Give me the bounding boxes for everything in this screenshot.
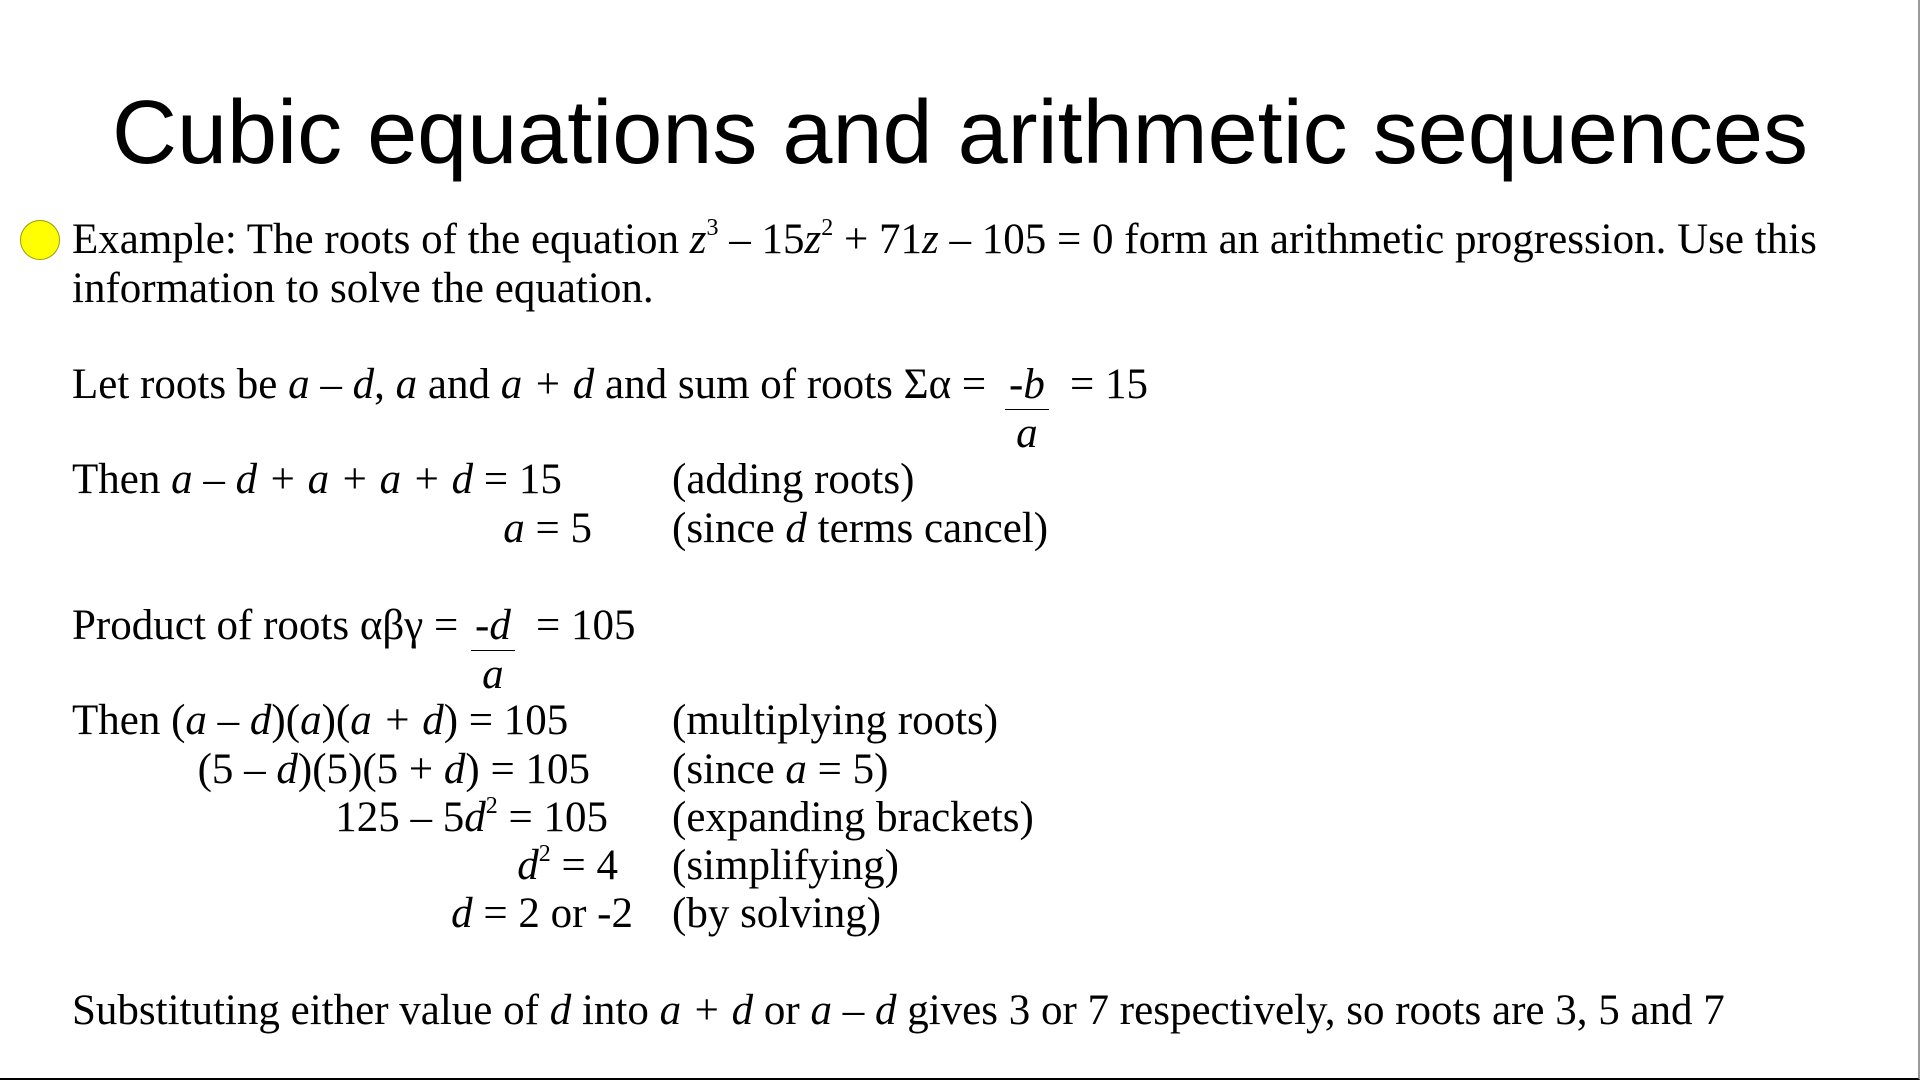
product-step-4 [300, 842, 618, 890]
sum-equals: = 15 [1070, 361, 1149, 408]
text: Let roots be [72, 361, 289, 408]
var: d [443, 746, 466, 793]
text: ) = 105 [443, 697, 569, 744]
text: )( [271, 697, 301, 744]
text: , [374, 361, 396, 408]
intro-text: + 71 [833, 216, 923, 263]
var: a + d [500, 361, 595, 408]
laser-pointer-icon [20, 220, 60, 260]
text: 125 – 5 [335, 794, 465, 841]
product-fraction [471, 602, 515, 699]
sum-step-1-note: (adding roots) [672, 456, 915, 503]
var: a [785, 746, 807, 793]
fraction-denominator: a [1016, 410, 1038, 457]
var: a – d + a + a + d [171, 456, 474, 503]
text: = 4 [550, 842, 618, 889]
intro-text: – 15 [718, 216, 805, 263]
text: (since [672, 505, 786, 552]
sum-fraction [1005, 361, 1049, 458]
fraction-numerator: -b [1005, 361, 1049, 410]
product-step-1 [72, 697, 568, 745]
sum-line [72, 361, 986, 409]
var: d [785, 505, 807, 552]
var: a – d [810, 987, 897, 1034]
text: terms cancel) [806, 505, 1049, 552]
text: )(5)(5 + [297, 746, 444, 793]
var: a – d [288, 361, 375, 408]
text: (5 – [197, 746, 277, 793]
product-line: Product of roots αβγ = [72, 602, 459, 649]
intro-line-1 [72, 216, 1817, 264]
text: and sum of roots Σα = [594, 361, 987, 408]
var: d [276, 746, 298, 793]
sum-step-1 [72, 456, 562, 504]
text: Then ( [72, 697, 186, 744]
product-step-3-note: (expanding brackets) [672, 794, 1034, 841]
text: and [417, 361, 501, 408]
text: Substituting either value of [72, 987, 550, 1034]
product-step-2 [100, 746, 590, 794]
var: d [549, 987, 572, 1034]
exponent: 2 [485, 793, 498, 819]
var: d [464, 794, 486, 841]
conclusion-line [72, 987, 1725, 1035]
text: = 15 [473, 456, 562, 503]
text: ) = 105 [465, 746, 590, 793]
text: = 2 or -2 [472, 890, 633, 937]
var: a + d [350, 697, 444, 744]
product-equals: = 105 [536, 602, 636, 649]
var-z: z [689, 216, 707, 263]
exponent: 3 [706, 215, 719, 241]
text: gives 3 or 7 respectively, so roots are 3, 5 and 7 [896, 987, 1725, 1034]
var: a [395, 361, 418, 408]
var: a + d [659, 987, 754, 1034]
var: a – d [185, 697, 272, 744]
sum-step-2 [300, 505, 592, 553]
intro-text: – 105 = 0 form an arithmetic progression. Use this [938, 216, 1817, 263]
slide-title: Cubic equations and arithmetic sequences [111, 83, 1809, 183]
product-step-1-note: (multiplying roots) [672, 697, 999, 744]
var: d [517, 842, 539, 889]
var: a [300, 697, 322, 744]
product-step-5-note: (by solving) [672, 890, 882, 937]
text: or [753, 987, 811, 1034]
exponent: 2 [821, 215, 834, 241]
sum-step-2-note [672, 505, 1048, 553]
text: Then [72, 456, 172, 503]
product-step-3 [200, 794, 608, 842]
text: = 105 [497, 794, 608, 841]
fraction-numerator: -d [471, 602, 515, 651]
var: a [503, 505, 525, 552]
intro-text: Example: The roots of the equation [72, 216, 690, 263]
text: = 5) [806, 746, 889, 793]
var: d [451, 890, 473, 937]
exponent: 2 [538, 841, 551, 867]
text: (since [672, 746, 786, 793]
var-z: z [804, 216, 822, 263]
product-step-4-note: (simplifying) [672, 842, 899, 889]
text: )( [321, 697, 351, 744]
fraction-denominator: a [482, 651, 504, 698]
var-z: z [922, 216, 939, 263]
product-step-5 [300, 890, 633, 938]
text: = 5 [524, 505, 592, 552]
intro-line-2: information to solve the equation. [72, 265, 654, 312]
product-step-2-note [672, 746, 889, 794]
text: into [571, 987, 660, 1034]
